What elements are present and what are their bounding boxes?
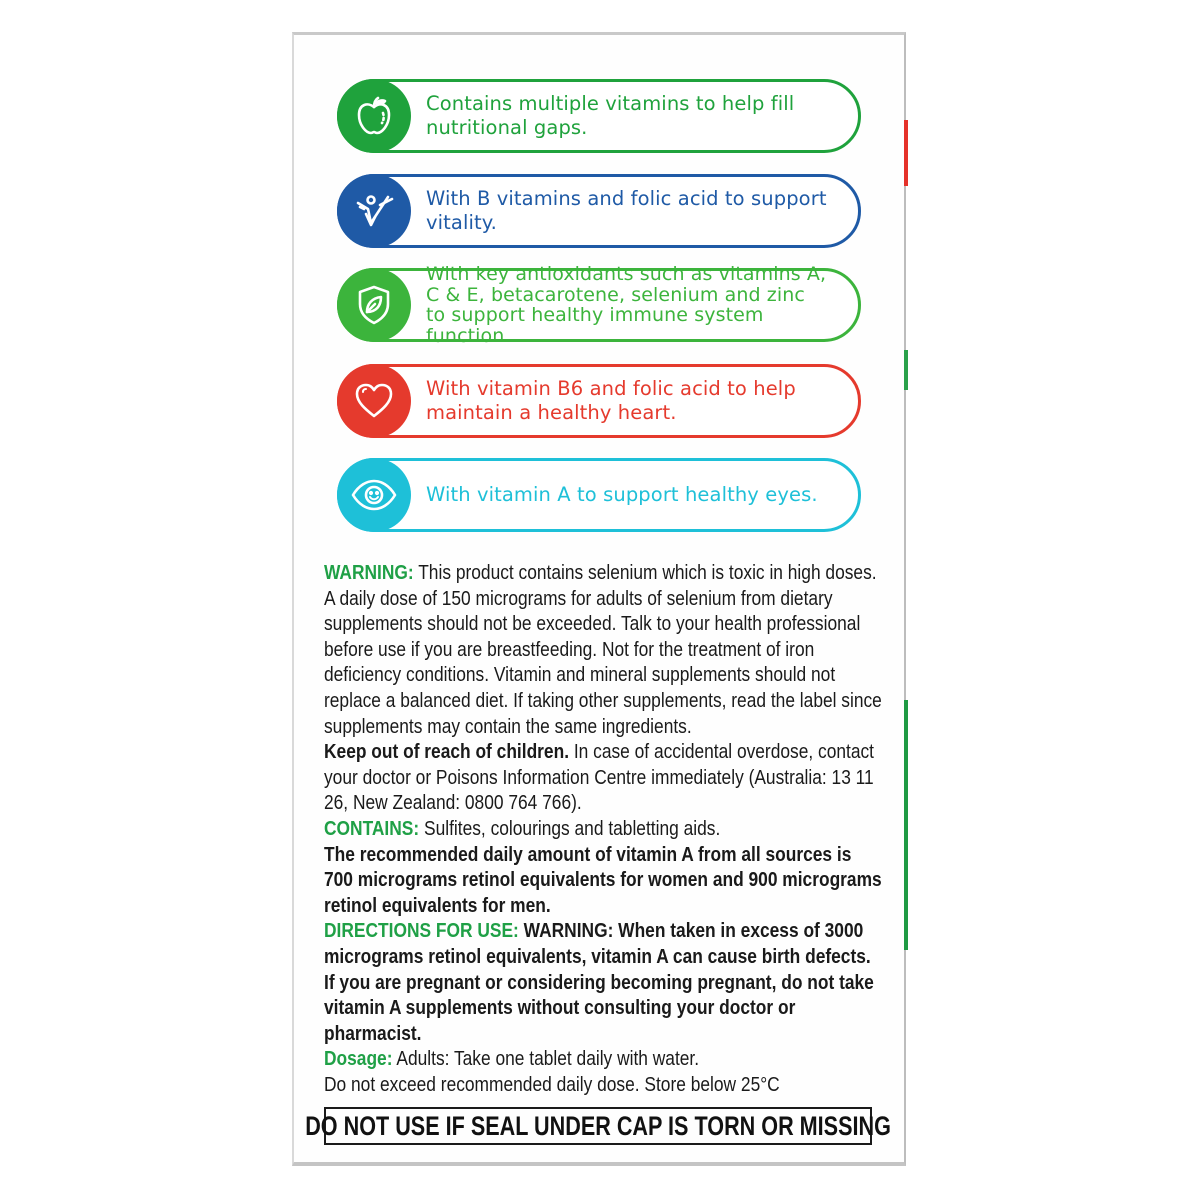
label-warnings-block <box>324 561 883 1098</box>
vitamin-a-note: The recommended daily amount of vitamin A from all sources is 700 micrograms retinol equivalents for women and 900 micrograms retinol equivalents for men. <box>324 843 882 917</box>
contains-paragraph <box>324 817 883 843</box>
claim-text: With vitamin A to support healthy eyes. <box>426 483 818 506</box>
keep-out-paragraph <box>324 740 883 817</box>
directions-text: WARNING: When taken in excess of 3000 micrograms retinol equivalents, vitamin A can cause birth defects. If you are pregnant or considering becoming pregnant, do not take vitamin A supplements without consulting your doctor or pharmacist. <box>324 920 874 1045</box>
box-edge-green-stripe <box>904 350 908 390</box>
warning-text: This product contains selenium which is toxic in high doses. A daily dose of 150 micrograms for adults of selenium from dietary supplements should not be exceeded. Talk to your health professional before use if you are breastfeeding. Not for the treatment of iron deficiency conditions. Vitamin and mineral supplements should not replace a balanced diet. If taking other supplements, read the label since supplements may contain the same ingredients. <box>324 562 882 738</box>
claim-text: With B vitamins and folic acid to support vitality. <box>426 187 827 234</box>
storage-text: Do not exceed recommended daily dose. Store below 25°C <box>324 1073 780 1096</box>
contains-heading: CONTAINS: <box>324 817 420 840</box>
keep-out-heading: Keep out of reach of children. <box>324 741 570 764</box>
claim-vitality <box>337 174 861 248</box>
claim-text: With key antioxidants such as vitamins A, C & E, betacarotene, selenium and zinc to support healthy immune system function. <box>426 263 827 347</box>
vitality-person-icon <box>337 174 411 248</box>
shield-leaf-icon <box>337 268 411 342</box>
warning-heading: WARNING: <box>324 562 414 584</box>
apple-icon <box>337 79 411 153</box>
contains-text: Sulfites, colourings and tabletting aids. <box>419 817 721 840</box>
box-edge-green-stripe-lower <box>904 700 908 950</box>
keep-out-text: In case of accidental overdose, contact your doctor or Poisons Information Centre immediately (Australia: 13 11 26, New Zealand: 0800 764 766). <box>324 741 874 815</box>
dosage-paragraph <box>324 1047 883 1073</box>
seal-warning-box <box>305 1107 891 1145</box>
claim-text: Contains multiple vitamins to help fill nutritional gaps. <box>426 92 795 139</box>
warning-paragraph <box>324 561 883 740</box>
claim-nutritional-gaps <box>337 79 861 153</box>
eye-icon <box>337 458 411 532</box>
dosage-text: Adults: Take one tablet daily with water. <box>392 1048 700 1071</box>
claim-healthy-eyes <box>337 458 861 532</box>
seal-warning-text: DO NOT USE IF SEAL UNDER CAP IS TORN OR MISSING <box>305 1110 891 1141</box>
directions-paragraph <box>324 919 883 1047</box>
heart-icon <box>337 364 411 438</box>
claim-healthy-heart <box>337 364 861 438</box>
box-edge-red-stripe <box>904 120 908 186</box>
directions-heading: DIRECTIONS FOR USE: <box>324 920 519 943</box>
claim-antioxidants <box>337 263 861 347</box>
claim-text: With vitamin B6 and folic acid to help maintain a healthy heart. <box>426 377 796 424</box>
dosage-heading: Dosage: <box>324 1048 393 1071</box>
